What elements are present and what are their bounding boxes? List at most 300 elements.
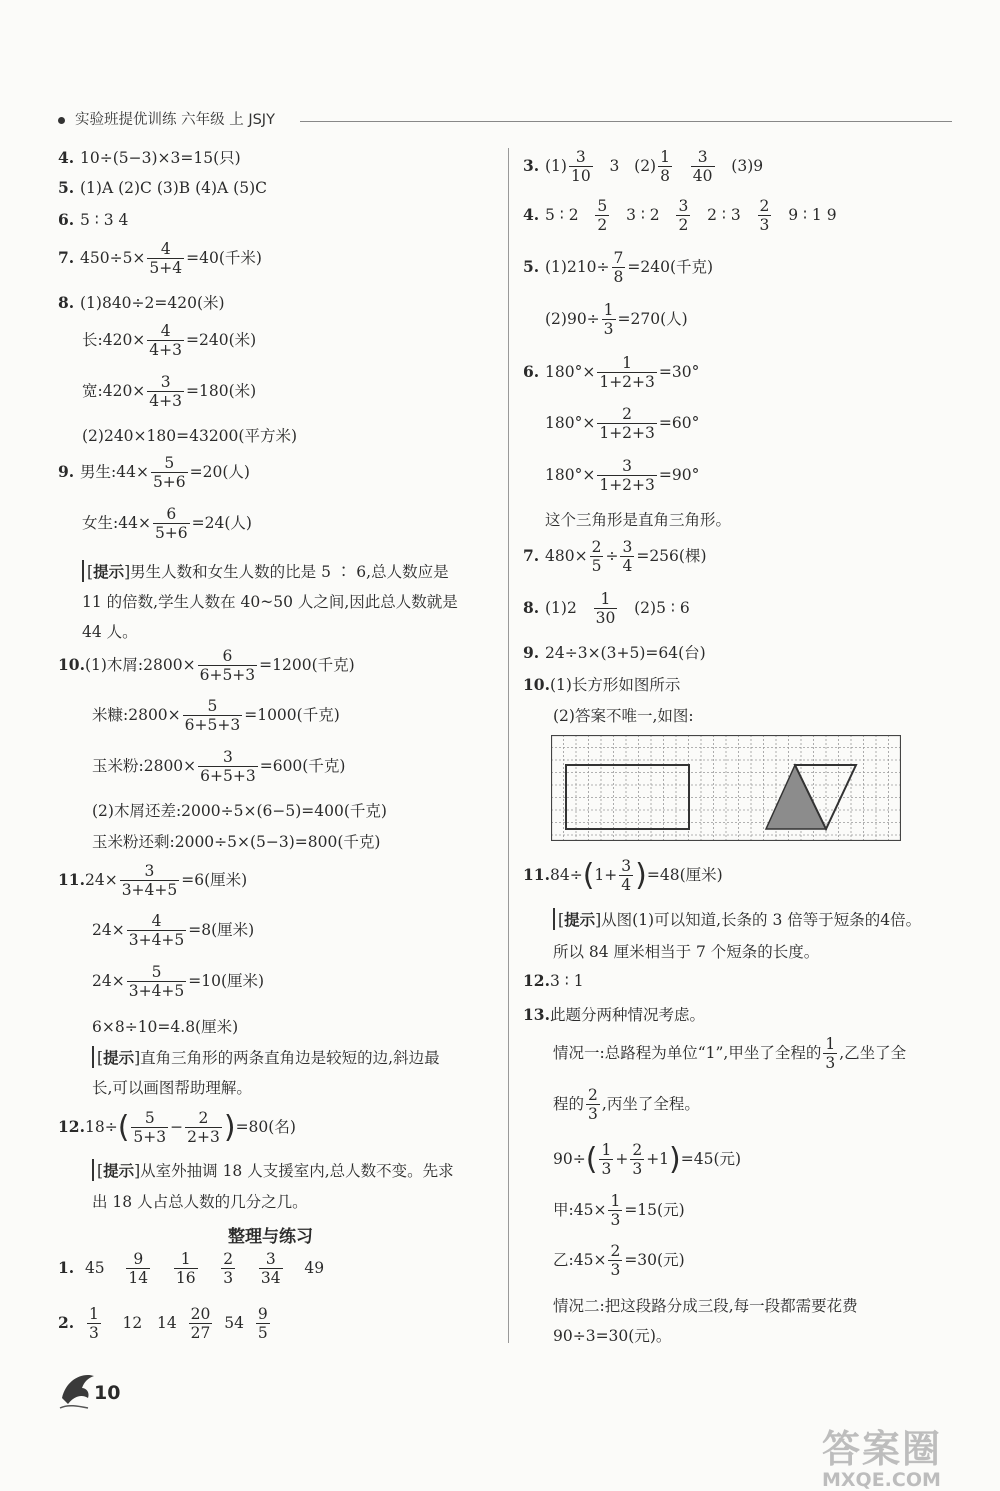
right-paren: ) — [635, 857, 647, 893]
expr-text: 1+ — [594, 865, 618, 884]
answer-10-line-5 — [92, 830, 380, 852]
question-number: 6. — [523, 361, 540, 381]
numerator: 6 — [166, 505, 177, 523]
numerator: 3 — [622, 538, 633, 556]
expr-text: =1200(千克) — [259, 655, 355, 674]
expr-text: 180°× — [545, 362, 596, 381]
expr-text: 5 ∶ 2 — [545, 205, 579, 224]
fraction — [147, 241, 184, 277]
answer-text: 6×8÷10=4.8(厘米) — [92, 1018, 239, 1036]
fraction — [608, 1243, 622, 1279]
answer-r13-line-5 — [553, 1193, 685, 1229]
expr-text: =60° — [658, 413, 700, 432]
expr-text: 男生:44× — [80, 462, 149, 481]
hint-label: 提示 — [564, 911, 596, 929]
question-number: 5. — [523, 256, 540, 276]
expr-text: 长:420× — [82, 330, 146, 349]
question-number: 12. — [523, 971, 550, 990]
denominator: 5+6 — [154, 524, 188, 543]
numerator: 2 — [759, 197, 770, 215]
hint-label: 提示 — [103, 1049, 135, 1067]
value: 3 — [609, 156, 620, 175]
numerator: 2 — [198, 1109, 209, 1127]
expr-text: 18÷ — [84, 1117, 118, 1136]
fraction — [569, 149, 593, 185]
numerator: 2 — [622, 405, 633, 423]
expr-text: 450÷5× — [80, 248, 146, 267]
expr-text: =20(人) — [189, 462, 250, 481]
denominator: 1+2+3 — [599, 373, 655, 392]
question-number: 9. — [523, 643, 540, 662]
answer-r11 — [523, 858, 723, 894]
expr-text: 3 ∶ 2 — [626, 205, 660, 224]
numerator: 2 — [223, 1250, 234, 1268]
expr-text: =240(千克) — [627, 257, 714, 276]
expr-text: 90÷ — [553, 1149, 586, 1168]
page-number: 10 — [94, 1382, 121, 1404]
numerator: 3 — [621, 857, 632, 875]
answer-7 — [58, 241, 262, 277]
expr-text: (3)9 — [731, 156, 764, 175]
fraction — [597, 355, 657, 391]
fraction — [620, 539, 634, 575]
fraction — [619, 858, 633, 894]
expr-text: (1) — [545, 156, 567, 175]
numerator: 1 — [825, 1035, 836, 1053]
numerator: 5 — [151, 963, 162, 981]
answer-10 — [58, 648, 355, 684]
answer-8-line-3 — [82, 374, 256, 410]
denominator: 3+4+5 — [121, 881, 178, 900]
question-number: 2. — [58, 1312, 75, 1332]
numerator: 3 — [265, 1250, 276, 1268]
header-text: 实验班提优训练 六年级 上 JSJY — [75, 112, 275, 128]
answer-r9 — [523, 641, 706, 663]
fraction — [597, 458, 657, 494]
numerator: 2 — [588, 1086, 598, 1104]
answer-r5 — [523, 250, 713, 286]
question-number: 11. — [523, 864, 550, 884]
expr-text: 乙:45× — [553, 1250, 607, 1269]
value: 14 — [157, 1313, 177, 1332]
expr-text: (2)90÷ — [545, 309, 600, 328]
answer-r4 — [523, 198, 837, 234]
expr-text: 情况一:总路程为单位“1”,甲坐了全程的 — [553, 1043, 822, 1062]
fraction — [676, 198, 690, 234]
fraction — [758, 198, 772, 234]
answer-r6-line-4 — [545, 508, 731, 530]
hint-text: 从室外抽调 18 人支援室内,总人数不变。先求 — [140, 1162, 454, 1180]
fraction — [153, 506, 190, 542]
denominator: 16 — [175, 1269, 196, 1288]
answer-r13-line-8 — [553, 1324, 671, 1346]
expr-text: =30(元) — [624, 1250, 685, 1269]
answer-12 — [58, 1110, 296, 1146]
denominator: 40 — [692, 167, 713, 186]
numerator: 1 — [180, 1250, 191, 1268]
numerator: 1 — [660, 148, 670, 166]
answer-r13-line-6 — [553, 1243, 685, 1279]
expr-text: 玉米粉:2800× — [92, 756, 197, 775]
hint-text: 44 人。 — [82, 623, 138, 641]
denominator: 3 — [601, 1160, 612, 1179]
answer-8-line-2 — [82, 323, 256, 359]
numerator: 1 — [601, 1141, 612, 1159]
question-number: 12. — [58, 1116, 85, 1136]
numerator: 1 — [600, 590, 611, 608]
question-number: 7. — [523, 545, 540, 565]
answer-text: 此题分两种情况考虑。 — [549, 1006, 705, 1024]
fraction — [151, 455, 188, 491]
denominator: 3 — [603, 320, 614, 339]
denominator: 4+3 — [149, 392, 183, 411]
numerator: 2 — [632, 1141, 643, 1159]
answer-8 — [58, 291, 225, 313]
triangle-shape — [766, 765, 826, 829]
bullet-icon — [58, 117, 65, 124]
expr-text: (1)2 — [545, 598, 577, 617]
expr-text: =90° — [658, 465, 700, 484]
denominator: 3 — [223, 1269, 234, 1288]
denominator: 2 — [597, 216, 608, 235]
fraction — [189, 1306, 213, 1342]
question-number: 4. — [58, 148, 75, 167]
fraction — [590, 539, 604, 575]
fraction — [259, 1251, 283, 1287]
answer-r13-line-2 — [553, 1036, 906, 1072]
numerator: 5 — [144, 1109, 155, 1127]
denominator: 5 — [257, 1324, 268, 1343]
review-answer-1 — [58, 1251, 324, 1287]
right-paren: ) — [669, 1141, 681, 1177]
answer-text: 5 ∶ 3 4 — [80, 211, 129, 229]
denominator: 2+3 — [187, 1128, 220, 1147]
answer-5 — [58, 178, 267, 197]
denominator: 3+4+5 — [128, 931, 185, 950]
hint-r11-line-2 — [553, 940, 819, 962]
watermark-line-2: MXQE.COM — [822, 1469, 941, 1491]
answer-11-line-4 — [92, 1015, 238, 1037]
left-paren: ( — [585, 1141, 598, 1177]
answer-r10 — [523, 673, 680, 695]
numerator: 3 — [160, 373, 171, 391]
answer-11 — [58, 863, 247, 899]
expr-text: (1)木屑:2800× — [84, 655, 196, 674]
numerator: 1 — [622, 354, 633, 372]
fraction — [256, 1306, 270, 1342]
expr-text: =8(厘米) — [188, 920, 255, 939]
watermark — [822, 1418, 942, 1491]
expr-text: (2) — [634, 156, 657, 175]
numerator: 1 — [610, 1192, 621, 1210]
numerator: 20 — [190, 1305, 211, 1323]
answer-11-line-3 — [92, 964, 264, 1000]
denominator: 5+6 — [152, 473, 186, 492]
numerator: 3 — [622, 457, 633, 475]
question-number: 6. — [58, 210, 75, 229]
answer-r6 — [523, 355, 699, 391]
value: 12 — [122, 1313, 143, 1332]
question-number: 4. — [523, 204, 540, 224]
hint-text: 长,可以画图帮助理解。 — [92, 1079, 252, 1097]
question-number: 3. — [523, 155, 540, 175]
numerator: 3 — [575, 148, 586, 166]
answer-r10-line-2 — [553, 704, 694, 726]
fraction — [221, 1251, 235, 1287]
question-number: 10. — [523, 675, 550, 694]
expr-text: =256(棵) — [636, 546, 707, 565]
numerator: 5 — [207, 697, 218, 715]
answer-9-line-2 — [82, 506, 252, 542]
answer-text: 24÷3×(3+5)=64(台) — [545, 644, 706, 662]
denominator: 3 — [825, 1054, 836, 1073]
answer-10-line-2 — [92, 698, 340, 734]
fraction — [127, 913, 187, 949]
hint-label: 提示 — [93, 563, 125, 581]
answer-text: (2)木屑还差:2000÷5×(6−5)=400(千克) — [92, 802, 387, 820]
hint-text: 男生人数和女生人数的比是 5 ∶ 6,总人数应是 — [130, 563, 449, 581]
expr-text: 宽:420× — [82, 381, 146, 400]
expr-text: =40(千米) — [186, 248, 262, 267]
fraction — [147, 323, 184, 359]
fraction — [147, 374, 184, 410]
value: 45 — [84, 1258, 105, 1277]
operator: + — [615, 1149, 629, 1168]
fraction — [198, 648, 258, 684]
fraction — [691, 149, 715, 185]
expr-text: 24× — [92, 971, 125, 990]
rectangle-shape — [566, 765, 689, 829]
expr-text: 米糠:2800× — [92, 705, 181, 724]
numerator: 6 — [222, 647, 233, 665]
fraction — [823, 1036, 837, 1072]
expr-text: 9 ∶ 1 9 — [788, 205, 837, 224]
expr-text: =600(千克) — [259, 756, 346, 775]
expr-text: 2 ∶ 3 — [707, 205, 741, 224]
fraction — [174, 1251, 198, 1287]
hint-text: 从图(1)可以知道,长条的 3 倍等于短条的4倍。 — [601, 911, 922, 929]
grid-figure — [551, 735, 901, 841]
fraction — [127, 964, 187, 1000]
answer-text: 这个三角形是直角三角形。 — [545, 511, 732, 529]
denominator: 4 — [621, 876, 632, 895]
denominator: 3+4+5 — [128, 982, 185, 1001]
denominator: 3 — [759, 216, 770, 235]
fraction — [586, 1087, 600, 1123]
answer-text: (1)长方形如图所示 — [549, 676, 681, 694]
left-paren: ( — [582, 857, 595, 893]
denominator: 5+4 — [149, 259, 183, 278]
fraction — [599, 1142, 613, 1178]
expr-text: (2)5 ∶ 6 — [634, 598, 690, 617]
section-title: 整理与练习 — [228, 1227, 313, 1247]
operator: − — [170, 1117, 184, 1136]
hint-12: [提示]从室外抽调 18 人支援室内,总人数不变。先求 — [92, 1159, 454, 1181]
left-paren: ( — [117, 1109, 130, 1145]
denominator: 10 — [570, 167, 591, 186]
fraction — [185, 1110, 222, 1146]
hint-text: 出 18 人占总人数的几分之几。 — [92, 1193, 308, 1211]
expr-text: =180(米) — [186, 381, 257, 400]
expr-text: 180°× — [545, 465, 596, 484]
numerator: 1 — [603, 301, 614, 319]
expr-text: =15(元) — [624, 1200, 685, 1219]
answer-10-line-4 — [92, 799, 387, 821]
denominator: 27 — [190, 1324, 211, 1343]
answer-text: 3 ∶ 1 — [549, 972, 584, 990]
numerator: 7 — [613, 249, 624, 267]
answer-text: 90÷3=30(元)。 — [553, 1327, 672, 1345]
hint-9-line-3 — [82, 620, 138, 642]
denominator: 6+5+3 — [184, 716, 241, 735]
expr-text: =6(厘米) — [181, 870, 248, 889]
answer-text: (1)A (2)C (3)B (4)A (5)C — [80, 179, 267, 197]
expr-text: 女生:44× — [82, 513, 151, 532]
hint-9: [提示]男生人数和女生人数的比是 5 ∶ 6,总人数应是 — [82, 560, 449, 582]
numerator: 1 — [88, 1305, 99, 1323]
denominator: 1+2+3 — [599, 476, 655, 495]
expr-text: =30° — [658, 362, 700, 381]
fraction — [630, 1142, 644, 1178]
answer-r13-line-4 — [553, 1142, 741, 1178]
hint-label: 提示 — [103, 1162, 135, 1180]
expr-text: 480× — [545, 546, 588, 565]
fraction — [183, 698, 243, 734]
answer-text: 10÷(5−3)×3=15(只) — [80, 149, 241, 167]
question-number: 1. — [58, 1257, 75, 1277]
numerator: 9 — [257, 1305, 268, 1323]
answer-r8 — [523, 591, 690, 627]
answer-10-line-3 — [92, 749, 345, 785]
fraction — [595, 198, 609, 234]
numerator: 4 — [151, 912, 162, 930]
right-paren: ) — [223, 1109, 236, 1145]
answer-r12 — [523, 971, 584, 990]
denominator: 8 — [613, 268, 624, 287]
answer-text: 玉米粉还剩:2000÷5×(5−3)=800(千克) — [92, 833, 381, 851]
hint-r11: [提示]从图(1)可以知道,长条的 3 倍等于短条的4倍。 — [553, 908, 921, 930]
expr-text: 84÷ — [549, 865, 583, 884]
expr-text: =48(厘米) — [646, 865, 723, 884]
operator: ÷ — [605, 546, 619, 565]
denominator: 1+2+3 — [599, 424, 655, 443]
denominator: 4 — [622, 557, 633, 576]
page-header — [58, 108, 275, 129]
answer-11-line-2 — [92, 913, 254, 949]
hint-text: 直角三角形的两条直角边是较短的边,斜边最 — [140, 1049, 440, 1067]
expr-text: =80(名) — [235, 1117, 296, 1136]
question-number: 7. — [58, 247, 75, 267]
expr-text: ,丙坐了全程。 — [601, 1094, 700, 1113]
grid-lines — [551, 735, 901, 841]
fraction — [126, 1251, 150, 1287]
answer-text: 情况二:把这段路分成三段,每一段都需要花费 — [553, 1297, 858, 1315]
denominator: 3 — [632, 1160, 643, 1179]
denominator: 6+5+3 — [199, 666, 256, 685]
numerator: 4 — [160, 322, 171, 340]
answer-r13-line-7 — [553, 1294, 858, 1316]
numerator: 2 — [610, 1242, 621, 1260]
numerator: 3 — [697, 148, 708, 166]
numerator: 2 — [591, 538, 602, 556]
review-answer-2 — [58, 1306, 272, 1342]
numerator: 3 — [144, 862, 155, 880]
numerator: 3 — [678, 197, 689, 215]
answer-6 — [58, 210, 128, 229]
denominator: 5 — [591, 557, 602, 576]
expr-text: 180°× — [545, 413, 596, 432]
question-number: 9. — [58, 461, 75, 481]
fraction — [602, 302, 616, 338]
answer-r6-line-3 — [545, 458, 699, 494]
hint-11-line-2 — [92, 1076, 252, 1098]
numerator: 9 — [133, 1250, 144, 1268]
denominator: 2 — [678, 216, 689, 235]
question-number: 13. — [523, 1005, 550, 1024]
question-number: 11. — [58, 869, 85, 889]
hint-9-line-2 — [82, 590, 458, 612]
fraction — [597, 406, 657, 442]
expr-text: 24× — [92, 920, 125, 939]
expr-text: 24× — [84, 870, 118, 889]
denominator: 30 — [595, 609, 616, 628]
denominator: 5+3 — [133, 1128, 167, 1147]
expr-text: (1)210÷ — [545, 257, 610, 276]
answer-text: (1)840÷2=420(米) — [80, 294, 225, 312]
hint-text: 11 的倍数,学生人数在 40~50 人之间,因此总人数就是 — [82, 593, 458, 611]
question-number: 5. — [58, 178, 75, 197]
expr-text: 程的 — [553, 1094, 585, 1113]
numerator: 5 — [597, 197, 608, 215]
numerator: 5 — [164, 454, 175, 472]
fraction — [198, 749, 258, 785]
hint-11: [提示]直角三角形的两条直角边是较短的边,斜边最 — [92, 1046, 440, 1068]
denominator: 4+3 — [149, 341, 183, 360]
answer-text: (2)240×180=43200(平方米) — [82, 427, 298, 445]
question-number: 8. — [523, 597, 540, 617]
fraction — [120, 863, 180, 899]
hint-text: 所以 84 厘米相当于 7 个短条的长度。 — [553, 943, 820, 961]
answer-r13-line-3 — [553, 1087, 700, 1123]
question-number: 8. — [58, 293, 75, 312]
answer-r7 — [523, 539, 707, 575]
value: 49 — [304, 1258, 325, 1277]
fraction — [608, 1193, 622, 1229]
answer-text: (2)答案不唯一,如图: — [553, 707, 694, 725]
watermark-line-1: 答案圈 — [822, 1427, 943, 1471]
denominator: 34 — [260, 1269, 281, 1288]
answer-r13 — [523, 1003, 705, 1025]
expr-text: =270(人) — [617, 309, 688, 328]
hint-12-line-2 — [92, 1190, 308, 1212]
answer-8-line-4 — [82, 424, 297, 446]
denominator: 3 — [610, 1211, 621, 1230]
header-rule — [300, 121, 952, 122]
fraction — [87, 1306, 101, 1342]
fraction — [131, 1110, 168, 1146]
denominator: 6+5+3 — [200, 767, 256, 786]
denominator: 14 — [128, 1269, 149, 1288]
fraction — [658, 149, 672, 185]
expr-text: =45(元) — [680, 1149, 742, 1168]
fraction — [612, 250, 626, 286]
denominator: 3 — [610, 1261, 621, 1280]
column-divider — [508, 148, 509, 1343]
answer-9 — [58, 455, 250, 491]
expr-text: =10(厘米) — [188, 971, 265, 990]
dolphin-icon — [58, 1368, 98, 1412]
denominator: 3 — [588, 1105, 598, 1124]
